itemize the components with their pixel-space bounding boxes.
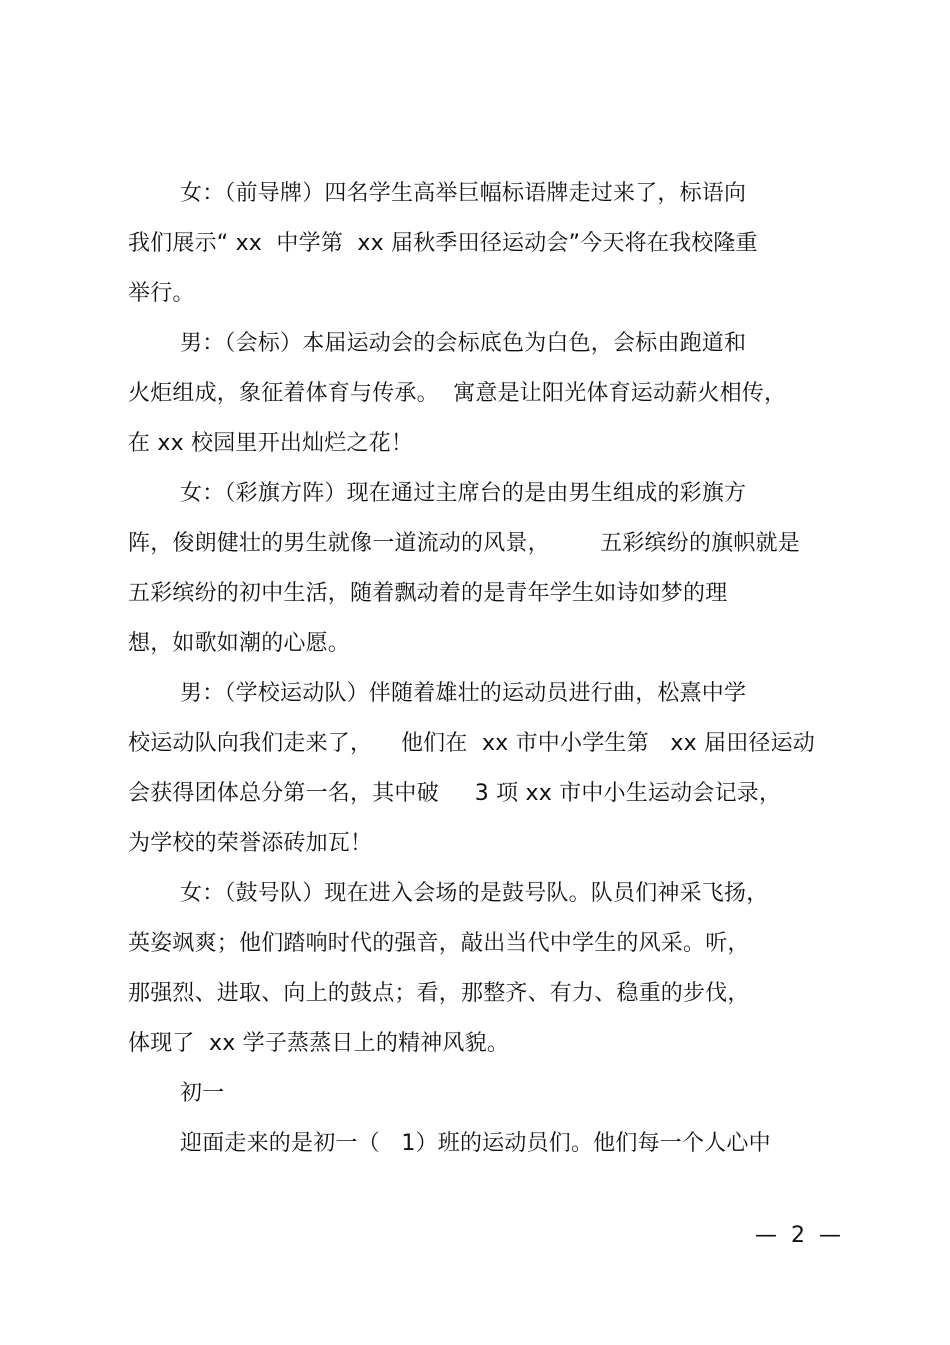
paragraph-line-2: 我们展示“ xx 中学第 xx 届秋季田径运动会”今天将在我校隆重 — [128, 231, 758, 256]
paragraph-line-1: 女：（前导牌）四名学生高举巨幅标语牌走过来了，标语向 — [180, 181, 747, 206]
paragraph-line-5: 火炬组成，象征着体育与传承。 寓意是让阳光体育运动薪火相传， — [128, 381, 787, 406]
paragraph-line-19: 迎面走来的是初一（ 1）班的运动员们。他们每一个人心中 — [180, 1131, 771, 1156]
paragraph-line-6: 在 xx 校园里开出灿烂之花！ — [128, 431, 414, 456]
paragraph-line-12: 校运动队向我们走来了， 他们在 xx 市中小学生第 xx 届田径运动 — [128, 731, 816, 756]
section-heading: 初一 — [180, 1081, 225, 1106]
paragraph-line-13: 会获得团体总分第一名，其中破 3 项 xx 市中小生运动会记录， — [128, 781, 782, 806]
paragraph-line-7: 女：（彩旗方阵）现在通过主席台的是由男生组成的彩旗方 — [180, 481, 747, 506]
paragraph-line-11: 男：（学校运动队）伴随着雄壮的运动员进行曲，松熹中学 — [180, 681, 747, 706]
paragraph-line-4: 男：（会标）本届运动会的会标底色为白色，会标由跑道和 — [180, 331, 747, 356]
paragraph-line-14: 为学校的荣誉添砖加瓦！ — [128, 831, 373, 856]
paragraph-line-8: 阵，俊朗健壮的男生就像一道流动的风景， 五彩缤纷的旗帜就是 — [128, 531, 800, 556]
paragraph-line-3: 举行。 — [128, 281, 195, 306]
page-number: — 2 — — [755, 1223, 841, 1248]
paragraph-line-10: 想，如歌如潮的心愿。 — [128, 631, 351, 656]
paragraph-line-17: 那强烈、进取、向上的鼓点；看，那整齐、有力、稳重的步伐， — [128, 981, 750, 1006]
paragraph-line-16: 英姿飒爽；他们踏响时代的强音，敲出当代中学生的风采。听， — [128, 931, 750, 956]
paragraph-line-15: 女：（鼓号队）现在进入会场的是鼓号队。队员们神采飞扬， — [180, 881, 769, 906]
paragraph-line-18: 体现了 xx 学子蒸蒸日上的精神风貌。 — [128, 1031, 510, 1056]
paragraph-line-9: 五彩缤纷的初中生活，随着飘动着的是青年学生如诗如梦的理 — [128, 581, 728, 606]
